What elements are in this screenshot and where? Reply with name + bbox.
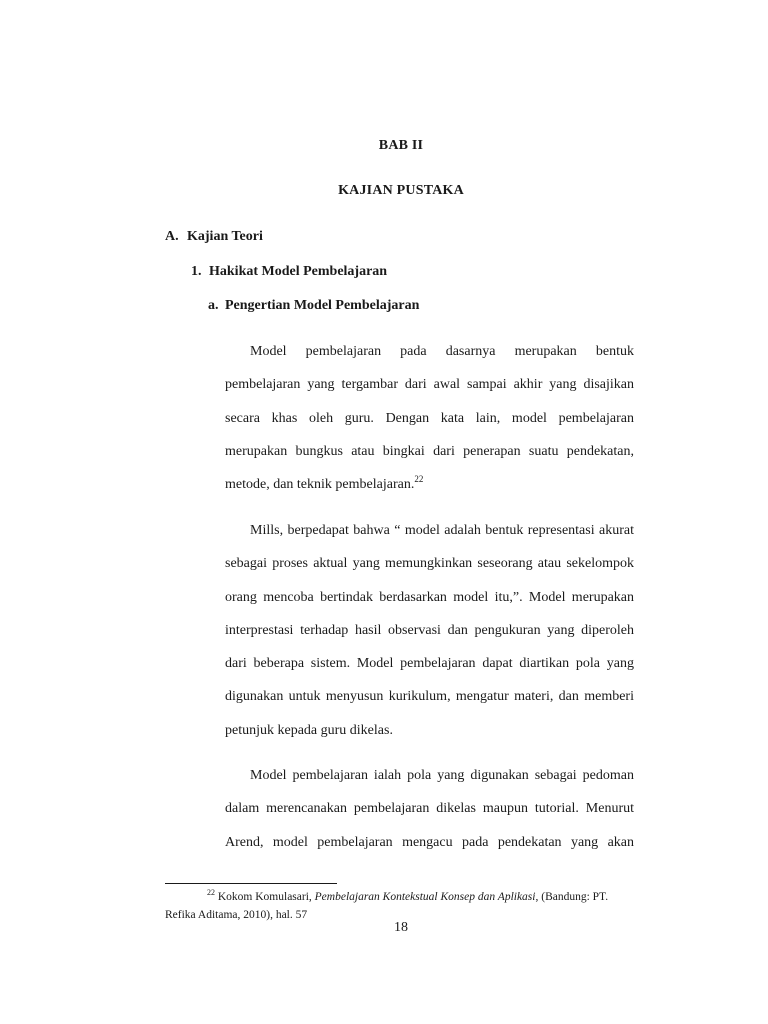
paragraph-line: Mills, berpedapat bahwa “ model adalah bentuk representasi akurat	[250, 523, 634, 538]
subsection-heading	[191, 264, 387, 280]
paragraph-line: pembelajaran yang tergambar dari awal sampai akhir yang disajikan	[225, 377, 634, 393]
section-heading	[165, 229, 263, 245]
paragraph-line-text: metode, dan teknik pembelajaran.	[225, 477, 415, 493]
footnote-number: 22	[207, 888, 215, 897]
chapter-title: KAJIAN PUSTAKA	[338, 183, 464, 198]
paragraph	[225, 335, 634, 501]
subsection-number: 1.	[191, 264, 202, 279]
footnote-reference: 22	[414, 474, 424, 485]
footnote-line-2: Refika Aditama, 2010), hal. 57	[165, 909, 308, 921]
footnote-author: Kokom Komulasari,	[217, 891, 312, 903]
footnote-line	[165, 888, 635, 906]
footnote-publisher: , (Bandung: PT.	[535, 891, 609, 903]
paragraph-line: petunjuk kepada guru dikelas.	[225, 722, 393, 738]
paragraph	[225, 514, 634, 747]
paragraph-line: secara khas oleh guru. Dengan kata lain, model pembelajaran	[225, 410, 634, 426]
subsubsection-heading	[208, 298, 419, 314]
paragraph	[225, 759, 634, 859]
footnote-book-title: Pembelajaran Kontekstual Konsep dan Aplikasi	[314, 891, 536, 903]
paragraph-line	[225, 468, 634, 501]
page-number: 18	[394, 920, 408, 935]
subsubsection-title: Pengertian Model Pembelajaran	[225, 298, 420, 313]
paragraph-line: Arend, model pembelajaran mengacu pada pendekatan yang akan	[225, 834, 634, 850]
paragraph-line: digunakan untuk menyusun kurikulum, mengatur materi, dan memberi	[225, 689, 634, 705]
paragraph-line: Model pembelajaran pada dasarnya merupakan bentuk	[250, 344, 634, 359]
footnote	[165, 888, 635, 924]
section-title: Kajian Teori	[187, 229, 263, 244]
paragraph-line: merupakan bungkus atau bingkai dari penerapan suatu pendekatan,	[225, 443, 634, 459]
section-number: A.	[165, 229, 179, 244]
paragraph-line: interprestasi terhadap hasil observasi dan pengukuran yang diperoleh	[225, 622, 634, 638]
paragraph-line: dalam merencanakan pembelajaran dikelas maupun tutorial. Menurut	[225, 801, 634, 817]
subsection-title: Hakikat Model Pembelajaran	[209, 264, 388, 279]
paragraph-line: dari beberapa sistem. Model pembelajaran dapat diartikan pola yang	[225, 656, 634, 672]
subsubsection-number: a.	[208, 298, 219, 313]
chapter-number: BAB II	[378, 138, 424, 153]
paragraph-line: Model pembelajaran ialah pola yang digunakan sebagai pedoman	[250, 768, 634, 783]
footnote-divider	[165, 883, 337, 884]
paragraph-line: sebagai proses aktual yang memungkinkan seseorang atau sekelompok	[225, 556, 634, 572]
paragraph-line: orang mencoba bertindak berdasarkan model itu,”. Model merupakan	[225, 589, 634, 605]
